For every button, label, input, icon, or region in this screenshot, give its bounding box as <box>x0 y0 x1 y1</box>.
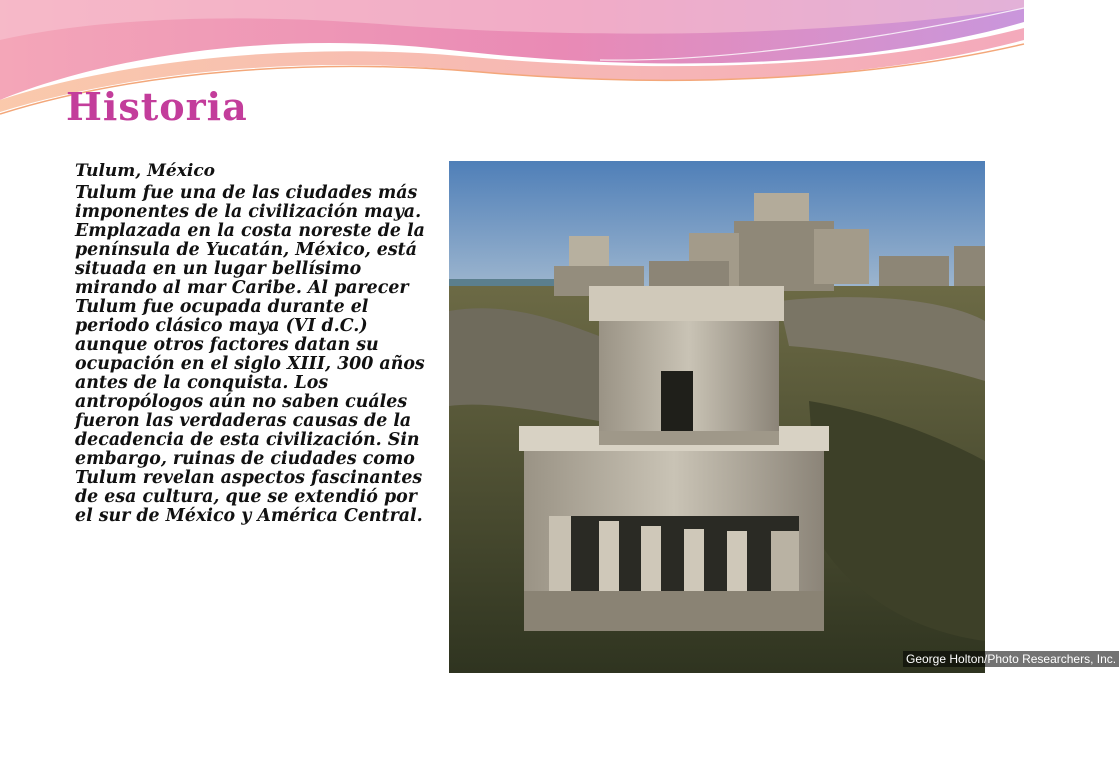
body-paragraph: Tulum fue una de las ciudades más imponentes de la civilización maya. Emplazada en la costa noreste de la península de Yucatán, México, está situada en un lugar bellísimo mirando al mar Caribe. Al parecer Tulum fue ocupada durante el periodo clásico maya (VI d.C.) aunque otros factores datan su ocupación en el siglo XIII, 300 años antes de la conquista. Los antropólogos aún no saben cuáles fueron las verdaderas causas de la decadencia de esta civilización. Sin embargo, ruinas de ciudades como Tulum revelan aspectos fascinantes de esa cultura, que se extendió por el sur de México y América Central. <box>75 183 425 526</box>
slide-title: Historia <box>66 84 248 129</box>
photo-credit: George Holton/Photo Researchers, Inc. <box>903 651 1119 667</box>
subtitle: Tulum, México <box>75 161 216 181</box>
body-text-block <box>75 162 435 526</box>
tulum-ruins-photo <box>449 161 1117 673</box>
